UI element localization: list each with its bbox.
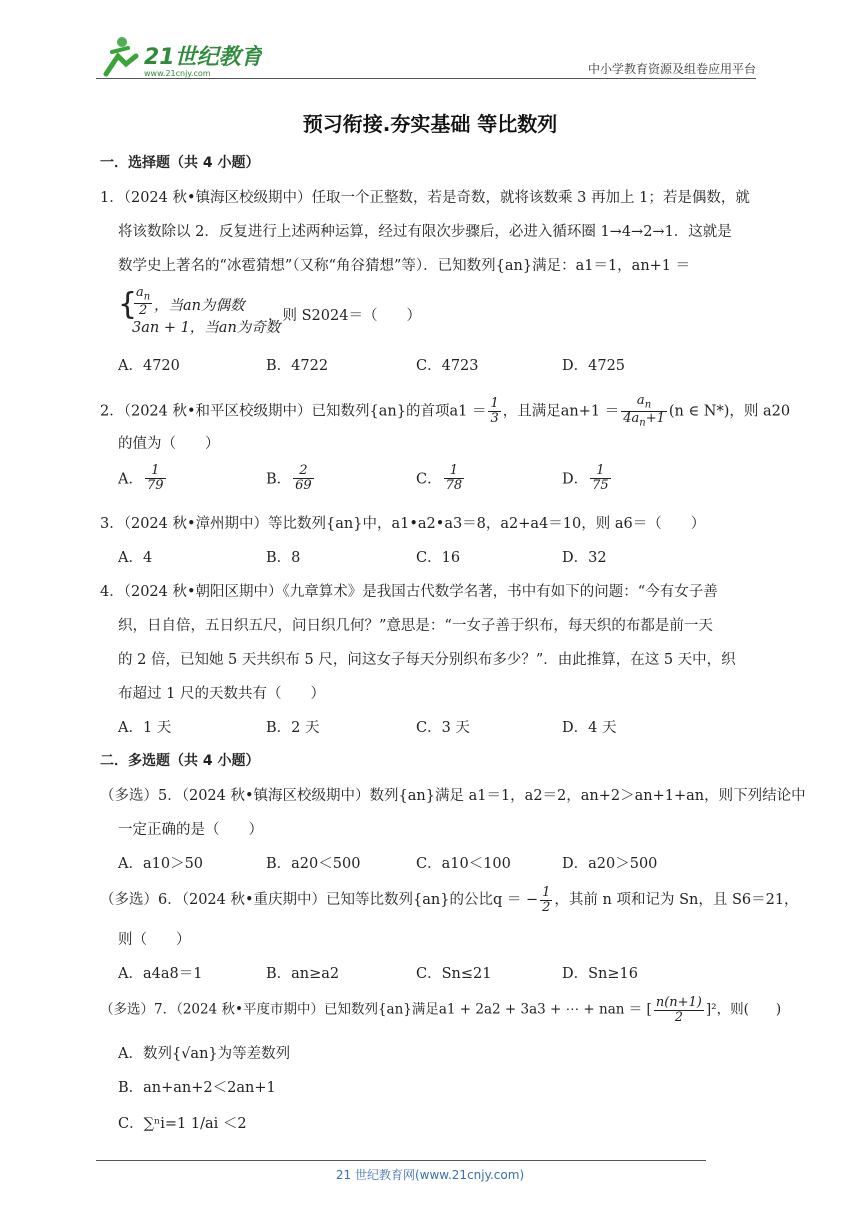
q1-case-1: ，当an为偶数 <box>154 298 245 314</box>
q1-option-b[interactable]: B．4722 <box>266 358 329 374</box>
q4-line-4: 布超过 1 尺的天数共有（ ） <box>118 686 325 702</box>
q6-option-d[interactable]: D．Sn≥16 <box>562 966 638 982</box>
q1-option-a[interactable]: A．4720 <box>118 358 180 374</box>
q4-option-a[interactable]: A．1 天 <box>118 720 172 736</box>
header-platform-text: 中小学教育资源及组卷应用平台 <box>587 62 756 76</box>
header-divider <box>96 78 756 79</box>
q5-option-d[interactable]: D．a20＞500 <box>562 856 658 872</box>
q1-tail: ，则 S2024＝（ ） <box>268 308 421 324</box>
q6-line-2: 则（ ） <box>118 932 191 948</box>
q4-option-d[interactable]: D．4 天 <box>562 720 617 736</box>
q3-line-1: 3．（2024 秋•漳州期中）等比数列{an}中，a1•a2•a3＝8，a2+a4＝10，则 a6＝（ ） <box>100 516 706 532</box>
q2-option-c[interactable]: C． $\frac{1}{78}$ <box>416 463 463 493</box>
q1-piecewise <box>118 284 421 336</box>
q1-line-2: 将该数除以 2．反复进行上述两种运算，经过有限次步骤后，必进入循环圈 1→4→2→1．这就是 <box>118 224 732 240</box>
q2-line-2: 的值为（ ） <box>118 436 220 452</box>
q6-option-a[interactable]: A．a4a8＝1 <box>118 966 203 982</box>
site-logo <box>92 34 262 80</box>
q1-line-3: 数学史上著名的“冰雹猜想”（又称“角谷猜想”等）．已知数列{an}满足：a1＝1，an+1 ＝ <box>118 258 691 274</box>
brace-symbol: { <box>118 287 138 322</box>
q4-option-b[interactable]: B．2 天 <box>266 720 320 736</box>
q1-option-c[interactable]: C．4723 <box>416 358 479 374</box>
q7-text-a: （多选）7．（2024 秋•平度市期中）已知数列{an}满足a1 + 2a2 + 3a3 + ⋯ + nan ＝ [ <box>100 1001 652 1018</box>
q5-option-b[interactable]: B．a20＜500 <box>266 856 361 872</box>
q6-text-a: （多选）6．（2024 秋•重庆期中）已知等比数列{an}的公比q ＝ − <box>100 892 539 909</box>
q7-text-b: ]²，则( ) <box>705 1001 782 1018</box>
q1-case-1-frac: $\frac{a_n}{2}$ <box>136 285 151 319</box>
logo-text: 21世纪教育 <box>144 45 262 70</box>
q2-options <box>118 464 718 504</box>
q2-frac-one-third: $\frac{1}{3}$ <box>490 396 499 427</box>
q4-option-c[interactable]: C．3 天 <box>416 720 470 736</box>
q4-options <box>118 716 718 736</box>
q5-option-a[interactable]: A．a10＞50 <box>118 856 204 872</box>
q2-option-a[interactable]: A． $\frac{1}{79}$ <box>118 463 164 493</box>
logo-runner-icon <box>92 34 262 80</box>
q6-frac-one-half: $\frac{1}{2}$ <box>542 885 551 915</box>
q5-line-2: 一定正确的是（ ） <box>118 822 263 838</box>
page-title: 预习衔接.夯实基础 等比数列 <box>302 112 558 136</box>
section-heading-multi-choice: 二．多选题（共 4 小题） <box>100 753 260 769</box>
q1-case-2: 3an + 1，当an为奇数 <box>132 320 281 336</box>
q2-line-1 <box>100 394 790 429</box>
q4-line-2: 织，日自倍，五日织五尺，问日织几何？”意思是：“一女子善于织布，每天织的布都是前一天 <box>118 618 713 634</box>
logo-url: www.21cnjy.com <box>144 69 211 78</box>
section-heading-single-choice: 一．选择题（共 4 小题） <box>100 155 260 171</box>
q6-option-c[interactable]: C．Sn≤21 <box>416 966 492 982</box>
q7-option-a[interactable]: A．数列{√an}为等差数列 <box>118 1046 291 1062</box>
q3-option-c[interactable]: C．16 <box>416 550 461 566</box>
q7-option-c[interactable]: C．∑ⁿi=1 1/ai ＜2 <box>118 1116 247 1132</box>
q5-option-c[interactable]: C．a10＜100 <box>416 856 511 872</box>
q2-frac-recurrence: $\frac{a_n}{4a_n+1}$ <box>623 393 665 429</box>
q2-option-b[interactable]: B． $\frac{2}{69}$ <box>266 463 312 493</box>
footer-link[interactable]: 21 世纪教育网(www.21cnjy.com) <box>335 1168 525 1182</box>
q6-text-b: ，其前 n 项和记为 Sn，且 S6＝21， <box>554 892 799 909</box>
q5-options <box>118 852 718 872</box>
q7-line-1 <box>100 996 781 1024</box>
q3-option-b[interactable]: B．8 <box>266 550 301 566</box>
q7-option-b[interactable]: B．an+an+2＜2an+1 <box>118 1080 276 1096</box>
q3-options <box>118 546 718 566</box>
q2-option-d[interactable]: D． $\frac{1}{75}$ <box>562 463 609 493</box>
q4-line-1: 4．（2024 秋•朝阳区期中）《九章算术》是我国古代数学名著，书中有如下的问题：“今有女子善 <box>100 584 718 600</box>
q2-text-a: 2．（2024 秋•和平区校级期中）已知数列{an}的首项a1 ＝ <box>100 403 487 420</box>
q1-options <box>118 354 718 374</box>
q2-text-b: ，且满足an+1 ＝ <box>502 403 620 420</box>
q6-line-1 <box>100 886 799 914</box>
q2-text-c: (n ∈ N*)，则 a20 <box>668 403 791 420</box>
q4-line-3: 的 2 倍，已知她 5 天共织布 5 尺，问这女子每天分别织布多少？”．由此推算，在这 5 天中，织 <box>118 652 736 668</box>
q5-line-1: （多选）5．（2024 秋•镇海区校级期中）数列{an}满足 a1＝1，a2＝2，an+2＞an+1+an，则下列结论中 <box>100 788 806 804</box>
q3-option-d[interactable]: D．32 <box>562 550 607 566</box>
q7-frac: $\frac{n(n+1)}{2}$ <box>655 995 702 1025</box>
footer-divider <box>96 1160 706 1161</box>
q1-line-1: 1．（2024 秋•镇海区校级期中）任取一个正整数，若是奇数，就将该数乘 3 再加上 1；若是偶数，就 <box>100 190 750 206</box>
q1-option-d[interactable]: D．4725 <box>562 358 626 374</box>
q3-option-a[interactable]: A．4 <box>118 550 153 566</box>
q6-option-b[interactable]: B．an≥a2 <box>266 966 340 982</box>
q6-options <box>118 962 718 982</box>
